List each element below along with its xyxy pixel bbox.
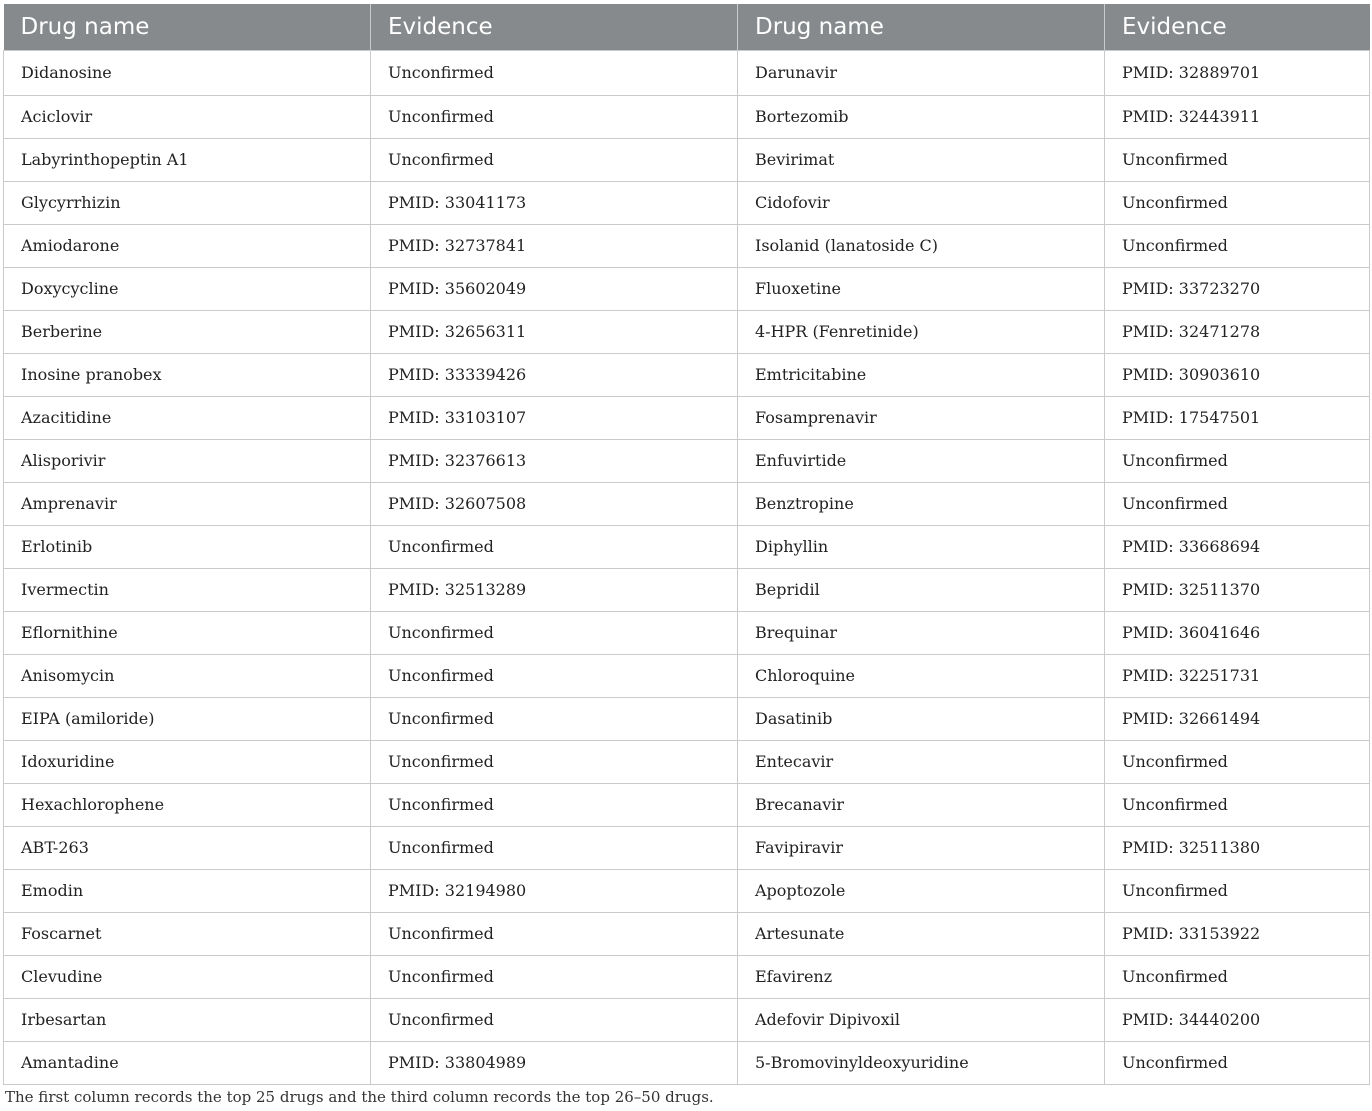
drug-name-cell: Bortezomib: [738, 95, 1105, 138]
table-row: [4, 396, 1370, 439]
evidence-cell: Unconfirmed: [371, 525, 738, 568]
table-row: [4, 611, 1370, 654]
evidence-cell: PMID: 32607508: [371, 482, 738, 525]
table-row: [4, 439, 1370, 482]
evidence-cell: PMID: 36041646: [1105, 611, 1370, 654]
evidence-cell: PMID: 32661494: [1105, 697, 1370, 740]
drug-name-cell: Bepridil: [738, 568, 1105, 611]
evidence-cell: PMID: 32511370: [1105, 568, 1370, 611]
table-row: [4, 482, 1370, 525]
evidence-cell: PMID: 32194980: [371, 869, 738, 912]
evidence-cell: PMID: 32251731: [1105, 654, 1370, 697]
table-row: [4, 310, 1370, 353]
evidence-cell: Unconfirmed: [371, 611, 738, 654]
drug-name-cell: EIPA (amiloride): [4, 697, 371, 740]
drug-name-cell: Darunavir: [738, 50, 1105, 95]
table-row: [4, 568, 1370, 611]
drug-name-cell: Alisporivir: [4, 439, 371, 482]
drug-name-cell: ABT-263: [4, 826, 371, 869]
table-row: [4, 267, 1370, 310]
evidence-cell: PMID: 33804989: [371, 1041, 738, 1084]
drug-name-cell: Apoptozole: [738, 869, 1105, 912]
evidence-cell: Unconfirmed: [1105, 869, 1370, 912]
evidence-cell: PMID: 33103107: [371, 396, 738, 439]
table-row: [4, 1041, 1370, 1084]
drug-name-cell: Foscarnet: [4, 912, 371, 955]
evidence-cell: Unconfirmed: [371, 50, 738, 95]
evidence-cell: PMID: 32376613: [371, 439, 738, 482]
table-row: [4, 955, 1370, 998]
drug-name-cell: Diphyllin: [738, 525, 1105, 568]
drug-name-cell: Fluoxetine: [738, 267, 1105, 310]
evidence-cell: Unconfirmed: [371, 912, 738, 955]
table-row: [4, 138, 1370, 181]
drug-name-cell: Ivermectin: [4, 568, 371, 611]
drug-name-cell: 5-Bromovinyldeoxyuridine: [738, 1041, 1105, 1084]
table-row: [4, 912, 1370, 955]
drug-name-cell: Erlotinib: [4, 525, 371, 568]
drug-name-cell: Adefovir Dipivoxil: [738, 998, 1105, 1041]
evidence-cell: Unconfirmed: [1105, 740, 1370, 783]
drug-evidence-table: [3, 4, 1370, 1085]
evidence-cell: Unconfirmed: [1105, 955, 1370, 998]
drug-name-cell: Amiodarone: [4, 224, 371, 267]
drug-name-cell: Idoxuridine: [4, 740, 371, 783]
drug-name-cell: Fosamprenavir: [738, 396, 1105, 439]
table-row: [4, 998, 1370, 1041]
table-row: [4, 869, 1370, 912]
drug-name-cell: Brecanavir: [738, 783, 1105, 826]
drug-name-cell: Glycyrrhizin: [4, 181, 371, 224]
evidence-cell: Unconfirmed: [371, 826, 738, 869]
table-row: [4, 826, 1370, 869]
table-row: [4, 697, 1370, 740]
drug-name-cell: Artesunate: [738, 912, 1105, 955]
drug-name-cell: Dasatinib: [738, 697, 1105, 740]
evidence-cell: Unconfirmed: [371, 138, 738, 181]
table-row: [4, 525, 1370, 568]
drug-name-cell: Didanosine: [4, 50, 371, 95]
table-row: [4, 95, 1370, 138]
table-header-row: [4, 4, 1370, 50]
evidence-cell: Unconfirmed: [1105, 482, 1370, 525]
evidence-cell: Unconfirmed: [371, 697, 738, 740]
evidence-cell: PMID: 32443911: [1105, 95, 1370, 138]
evidence-cell: PMID: 32511380: [1105, 826, 1370, 869]
evidence-cell: PMID: 33339426: [371, 353, 738, 396]
drug-name-cell: Isolanid (lanatoside C): [738, 224, 1105, 267]
drug-name-cell: Azacitidine: [4, 396, 371, 439]
drug-name-cell: Efavirenz: [738, 955, 1105, 998]
header-drug-name-2: Drug name: [738, 4, 1105, 50]
evidence-cell: Unconfirmed: [371, 654, 738, 697]
drug-name-cell: Labyrinthopeptin A1: [4, 138, 371, 181]
evidence-cell: PMID: 35602049: [371, 267, 738, 310]
drug-name-cell: Favipiravir: [738, 826, 1105, 869]
table-footnote: The first column records the top 25 drugs and the third column records the top 26–50 drugs.: [5, 1088, 714, 1106]
drug-name-cell: Anisomycin: [4, 654, 371, 697]
evidence-cell: Unconfirmed: [1105, 138, 1370, 181]
evidence-cell: Unconfirmed: [371, 783, 738, 826]
header-evidence-1: Evidence: [371, 4, 738, 50]
drug-name-cell: Benztropine: [738, 482, 1105, 525]
evidence-cell: PMID: 33723270: [1105, 267, 1370, 310]
evidence-cell: Unconfirmed: [371, 998, 738, 1041]
drug-name-cell: Emodin: [4, 869, 371, 912]
evidence-cell: Unconfirmed: [371, 740, 738, 783]
drug-name-cell: Cidofovir: [738, 181, 1105, 224]
drug-name-cell: Inosine pranobex: [4, 353, 371, 396]
evidence-cell: PMID: 32513289: [371, 568, 738, 611]
drug-name-cell: Chloroquine: [738, 654, 1105, 697]
drug-name-cell: Irbesartan: [4, 998, 371, 1041]
drug-name-cell: Emtricitabine: [738, 353, 1105, 396]
evidence-cell: Unconfirmed: [1105, 439, 1370, 482]
evidence-cell: Unconfirmed: [1105, 181, 1370, 224]
table-row: [4, 50, 1370, 95]
drug-name-cell: Enfuvirtide: [738, 439, 1105, 482]
evidence-cell: PMID: 32656311: [371, 310, 738, 353]
drug-evidence-table-container: [3, 4, 1369, 1085]
evidence-cell: PMID: 33041173: [371, 181, 738, 224]
drug-name-cell: Berberine: [4, 310, 371, 353]
evidence-cell: PMID: 30903610: [1105, 353, 1370, 396]
evidence-cell: Unconfirmed: [1105, 224, 1370, 267]
evidence-cell: PMID: 33153922: [1105, 912, 1370, 955]
table-row: [4, 181, 1370, 224]
evidence-cell: PMID: 33668694: [1105, 525, 1370, 568]
header-drug-name-1: Drug name: [4, 4, 371, 50]
drug-name-cell: Hexachlorophene: [4, 783, 371, 826]
evidence-cell: PMID: 32889701: [1105, 50, 1370, 95]
table-row: [4, 740, 1370, 783]
drug-name-cell: Amantadine: [4, 1041, 371, 1084]
drug-name-cell: Eflornithine: [4, 611, 371, 654]
drug-name-cell: Bevirimat: [738, 138, 1105, 181]
evidence-cell: Unconfirmed: [371, 955, 738, 998]
drug-name-cell: Amprenavir: [4, 482, 371, 525]
drug-name-cell: Entecavir: [738, 740, 1105, 783]
drug-name-cell: 4-HPR (Fenretinide): [738, 310, 1105, 353]
evidence-cell: Unconfirmed: [371, 95, 738, 138]
drug-name-cell: Doxycycline: [4, 267, 371, 310]
table-row: [4, 783, 1370, 826]
drug-name-cell: Clevudine: [4, 955, 371, 998]
table-row: [4, 654, 1370, 697]
evidence-cell: PMID: 32737841: [371, 224, 738, 267]
evidence-cell: PMID: 17547501: [1105, 396, 1370, 439]
table-row: [4, 353, 1370, 396]
table-row: [4, 224, 1370, 267]
evidence-cell: PMID: 34440200: [1105, 998, 1370, 1041]
drug-name-cell: Aciclovir: [4, 95, 371, 138]
header-evidence-2: Evidence: [1105, 4, 1370, 50]
evidence-cell: Unconfirmed: [1105, 1041, 1370, 1084]
drug-name-cell: Brequinar: [738, 611, 1105, 654]
table-body: [4, 50, 1370, 1084]
evidence-cell: PMID: 32471278: [1105, 310, 1370, 353]
evidence-cell: Unconfirmed: [1105, 783, 1370, 826]
